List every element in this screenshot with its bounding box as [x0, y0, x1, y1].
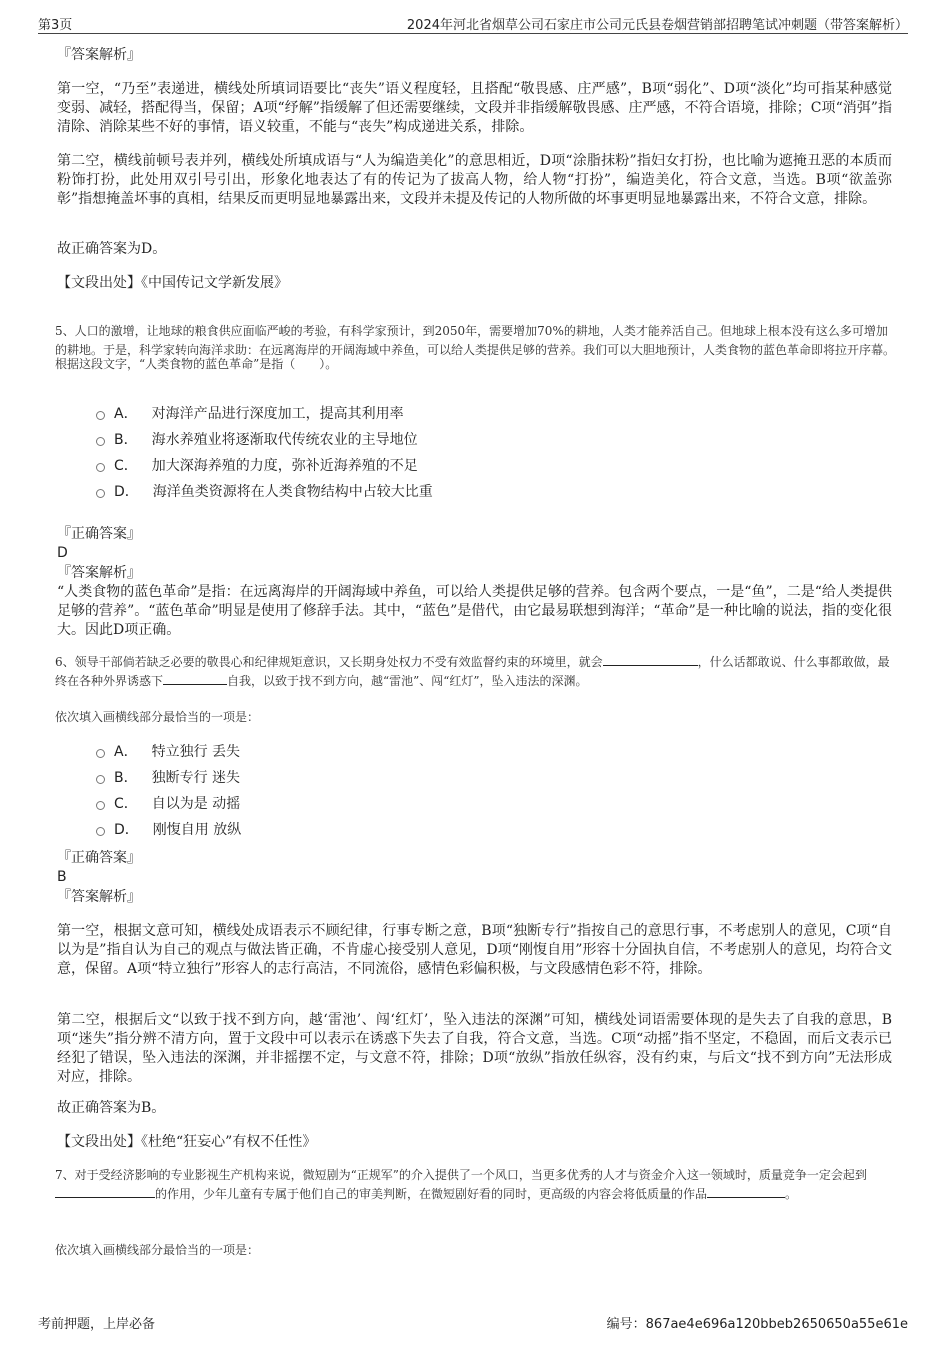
radio-icon[interactable]: [96, 749, 105, 758]
q6-option-c[interactable]: [96, 794, 240, 814]
q4-source: 【文段出处】《中国传记文学新发展》: [57, 275, 288, 291]
q5-answer-tag: 『正确答案』: [57, 526, 141, 542]
option-text: 对海洋产品进行深度加工，提高其利用率: [151, 406, 404, 422]
q7-stem-c: 。: [785, 1187, 798, 1201]
document-title: 2024年河北省烟草公司石家庄市公司元氏县卷烟营销部招聘笔试冲刺题（带答案解析）: [406, 18, 908, 33]
q5-question: 根据这段文字，“人类食物的蓝色革命”是指（ ）。: [55, 357, 338, 371]
q5-option-c[interactable]: [96, 456, 418, 476]
page-footer: [38, 1313, 908, 1331]
q5-option-d[interactable]: [96, 482, 433, 502]
option-letter: A．: [114, 406, 138, 422]
q6-stem-c: 自我，以致于找不到方向，越“雷池”、闯“红灯”，坠入违法的深渊。: [227, 674, 588, 688]
radio-icon[interactable]: [96, 411, 105, 420]
option-text: 自以为是 动摇: [151, 796, 241, 812]
q6-analysis-p1: 第一空，根据文意可知，横线处成语表示不顾纪律，行事专断之意，B项“独断专行”指按自己的意思行事，不考虑别人的意见，C项“自以为是”指自认为自己的观点与做法皆正确，不肯虚心接受别人意见，D项“刚愎自用”形容十分固执自信，不考虑别人的意见，均符合文意，保留。A项“特立独行”形容人的志行高洁，不同流俗，感情色彩偏积极，与文段感情色彩不符，排除。: [57, 923, 892, 977]
q6-stem-a: 6、领导干部倘若缺乏必要的敬畏心和纪律规矩意识，又长期身处权力不受有效监督约束的环境里，就会: [55, 655, 603, 669]
q5-analysis-tag: 『答案解析』: [57, 565, 141, 581]
blank-1: [55, 1185, 155, 1198]
option-text: 独断专行 迷失: [151, 770, 241, 786]
option-letter: A．: [114, 744, 138, 760]
blank-2: [163, 672, 227, 685]
q6-option-a[interactable]: [96, 742, 240, 762]
q6-option-d[interactable]: [96, 820, 241, 840]
q6-conclusion: 故正确答案为B。: [57, 1100, 166, 1116]
q6-stem-b: ，什么话都敢说、什么事都敢做，最终在各种外界诱惑下: [55, 655, 890, 688]
q6-analysis-p2: 第二空，根据后文“以致于找不到方向，越‘雷池’、闯‘红灯’，坠入违法的深渊”可知，横线处词语需要体现的是失去了自我的意思，B项“迷失”指分辨不清方向，置于文段中可以表示在诱惑下失去了自我，符合文意，当选。C项“动摇”指不坚定，不稳固，而后文表示已经犯了错误，坠入违法的深渊，并非摇摆不定，与文意不符，排除；D项“放纵”指放任纵容，没有约束，与后文“找不到方向”无法形成对应，排除。: [57, 1012, 892, 1085]
q5-answer: D: [57, 545, 68, 561]
q5-analysis: “人类食物的蓝色革命”是指：在远离海岸的开阔海域中养鱼，可以给人类提供足够的营养。包含两个要点，一是“鱼”，二是“给人类提供足够的营养”。“蓝色革命”明显是使用了修辞手法。其中，“蓝色”是借代，由它最易联想到海洋；“革命”是一种比喻的说法，指的变化很大。因此D项正确。: [57, 584, 892, 638]
q6-option-b[interactable]: [96, 768, 240, 788]
option-letter: D．: [114, 822, 139, 838]
document-id: 编号：867ae4e696a120bbeb2650650a55e61e: [606, 1317, 908, 1332]
blank-1: [603, 653, 698, 666]
q7-question: 依次填入画横线部分最恰当的一项是：: [55, 1243, 260, 1257]
option-text: 刚愎自用 放纵: [152, 822, 242, 838]
q4-conclusion: 故正确答案为D。: [57, 241, 167, 257]
radio-icon[interactable]: [96, 827, 105, 836]
q4-analysis-p1: 第一空，“乃至”表递进，横线处所填词语要比“丧失”语义程度轻，且搭配“敬畏感、庄严感”，B项“弱化”、D项“淡化”均可指某种感觉变弱、减轻，搭配得当，保留；A项“纾解”指缓解了但还需要继续，文段并非指缓解敬畏感、庄严感，不符合语境，排除；C项“消弭”指清除、消除某些不好的事情，语义较重，不能与“丧失”构成递进关系，排除。: [57, 81, 892, 135]
radio-icon[interactable]: [96, 489, 105, 498]
option-text: 海洋鱼类资源将在人类食物结构中占较大比重: [152, 484, 433, 500]
q7-stem-b: 的作用，少年儿童有专属于他们自己的审美判断，在微短剧好看的同时，更高级的内容会将低质量的作品: [155, 1187, 708, 1201]
option-letter: B．: [114, 770, 138, 786]
q6-question: 依次填入画横线部分最恰当的一项是：: [55, 710, 260, 724]
q6-stem: [55, 653, 895, 691]
q6-source: 【文段出处】《杜绝“狂妄心”有权不任性》: [57, 1134, 317, 1150]
q4-analysis-p2: 第二空，横线前顿号表并列，横线处所填成语与“人为编造美化”的意思相近，D项“涂脂抹粉”指妇女打扮，也比喻为遮掩丑恶的本质而粉饰打扮，此处用双引号引出，形象化地表达了有的传记为了拔高人物，给人物“打扮”，编造美化，符合文意，当选。B项“欲盖弥彰”指想掩盖坏事的真相，结果反而更明显地暴露出来，文段并未提及传记的人物所做的坏事更明显地暴露出来，不符合文意，排除。: [57, 153, 892, 207]
q5-option-a[interactable]: [96, 404, 404, 424]
q6-answer-tag: 『正确答案』: [57, 850, 141, 866]
page-header: [38, 13, 908, 34]
q6-answer: B: [57, 869, 67, 885]
page-number: 第3页: [38, 18, 73, 33]
radio-icon[interactable]: [96, 437, 105, 446]
option-letter: B．: [114, 432, 138, 448]
blank-2: [707, 1185, 785, 1198]
option-letter: D．: [114, 484, 139, 500]
option-text: 特立独行 丢失: [151, 744, 241, 760]
q7-stem-a: 7、对于受经济影响的专业影视生产机构来说，微短剧为“正规军”的介入提供了一个风口，当更多优秀的人才与资金介入这一领域时，质量竞争一定会起到: [55, 1168, 867, 1182]
option-letter: C．: [114, 458, 138, 474]
radio-icon[interactable]: [96, 801, 105, 810]
q7-stem: [55, 1166, 895, 1204]
footer-slogan: 考前押题，上岸必备: [38, 1317, 156, 1332]
q6-analysis-tag: 『答案解析』: [57, 889, 141, 905]
q5-stem: 5、人口的激增，让地球的粮食供应面临严峻的考验，有科学家预计，到2050年，需要增加70%的耕地，人类才能养活自己。但地球上根本没有这么多可增加的耕地。于是，科学家转向海洋求助：在远离海岸的开阔海域中养鱼，可以给人类提供足够的营养。我们可以大胆地预计，人类食物的蓝色革命即将拉开序幕。: [55, 324, 896, 357]
q5-option-b[interactable]: [96, 430, 418, 450]
radio-icon[interactable]: [96, 463, 105, 472]
q4-analysis-tag: 『答案解析』: [57, 47, 141, 63]
radio-icon[interactable]: [96, 775, 105, 784]
option-text: 加大深海养殖的力度，弥补近海养殖的不足: [151, 458, 418, 474]
option-text: 海水养殖业将逐渐取代传统农业的主导地位: [151, 432, 418, 448]
option-letter: C．: [114, 796, 138, 812]
